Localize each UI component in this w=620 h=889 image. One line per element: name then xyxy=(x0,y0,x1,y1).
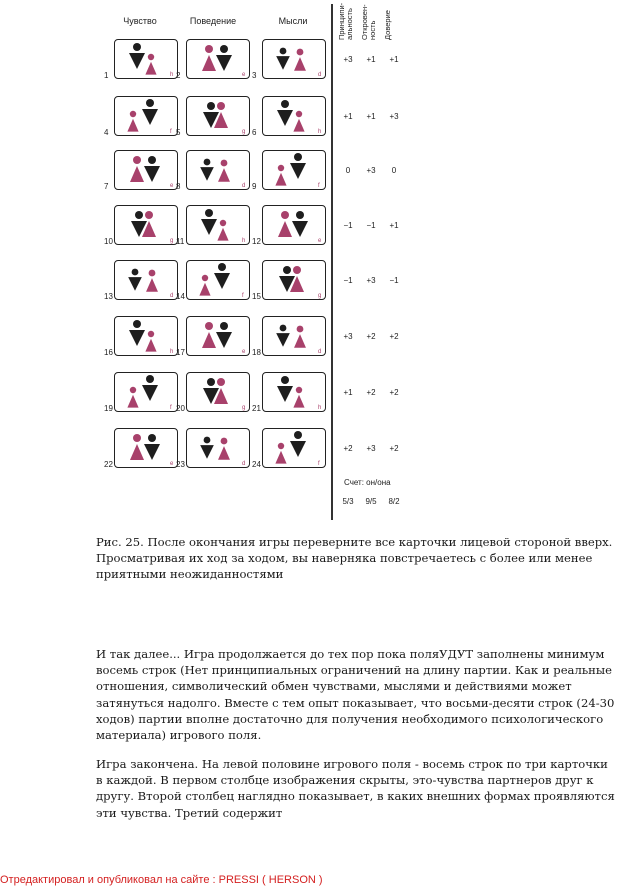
row-score: +2 xyxy=(366,332,376,341)
svg-text:f: f xyxy=(170,405,172,411)
svg-text:f: f xyxy=(318,461,320,467)
card-number: 5 xyxy=(176,128,181,137)
card-pictogram xyxy=(187,151,251,191)
svg-text:h: h xyxy=(318,405,322,411)
card-number: 20 xyxy=(176,404,185,413)
card-pictogram xyxy=(263,206,327,246)
card-pictogram xyxy=(115,429,179,469)
card-number: 1 xyxy=(104,71,109,80)
svg-text:h: h xyxy=(170,72,174,78)
card-pictogram xyxy=(263,40,327,80)
game-card xyxy=(114,316,178,356)
footer-credit: Отредактировал и опубликовал на сайте : PRESSI ( HERSON ) xyxy=(0,874,323,886)
svg-text:d: d xyxy=(242,461,246,467)
svg-text:h: h xyxy=(318,129,322,135)
game-card xyxy=(114,428,178,468)
card-number: 11 xyxy=(176,237,185,246)
row-score: +2 xyxy=(343,444,353,453)
card-number: 8 xyxy=(176,182,181,191)
row-score: −1 xyxy=(389,276,399,285)
card-number: 7 xyxy=(104,182,109,191)
card-number: 3 xyxy=(252,71,257,80)
summary-value: 5/3 xyxy=(342,497,354,506)
game-card xyxy=(262,96,326,136)
row-score: +2 xyxy=(389,444,399,453)
card-number: 23 xyxy=(176,460,185,469)
card-pictogram xyxy=(263,317,327,357)
row-score: +3 xyxy=(389,112,399,121)
svg-text:h: h xyxy=(170,349,174,355)
card-pictogram xyxy=(263,373,327,413)
svg-text:e: e xyxy=(242,72,246,78)
card-pictogram xyxy=(263,151,327,191)
row-score: +3 xyxy=(366,444,376,453)
summary-label: Счет: он/она xyxy=(344,478,391,487)
row-score: +1 xyxy=(343,388,353,397)
svg-text:g: g xyxy=(242,129,246,135)
game-card xyxy=(114,260,178,300)
card-number: 13 xyxy=(104,292,113,301)
card-pictogram xyxy=(187,373,251,413)
svg-text:d: d xyxy=(318,72,322,78)
card-pictogram xyxy=(187,206,251,246)
game-card xyxy=(186,150,250,190)
svg-text:f: f xyxy=(170,129,172,135)
game-card xyxy=(186,428,250,468)
card-number: 18 xyxy=(252,348,261,357)
row-score: +1 xyxy=(389,221,399,230)
card-pictogram xyxy=(115,40,179,80)
game-card xyxy=(114,150,181,191)
game-card xyxy=(262,372,326,412)
row-score: 0 xyxy=(391,166,397,175)
card-pictogram xyxy=(115,151,179,191)
row-score: +2 xyxy=(389,332,399,341)
game-card xyxy=(114,39,181,80)
score-header-openness: Откровен- ность xyxy=(360,4,377,40)
svg-text:e: e xyxy=(318,238,322,244)
card-pictogram xyxy=(115,317,179,357)
paragraph: И так далее... Игра продолжается до тех пор пока поляУДУТ заполнены минимум восемь строк (Нет принципиальных ограничений на длину партии. Как и реальные отношения, символический обмен чувствами, мыслями и действиями может затянуться надолго. Вместе с тем опыт показывает, что восьми-десяти строк (24-30 ходов) партии вполне достаточно для получения необходимого психологического материала) игрового поля. xyxy=(96,647,615,743)
column-header-thoughts: Мысли xyxy=(278,16,308,26)
card-pictogram xyxy=(187,40,251,80)
row-score: +1 xyxy=(366,112,376,121)
card-number: 10 xyxy=(104,237,113,246)
card-number: 6 xyxy=(252,128,257,137)
card-pictogram xyxy=(263,429,327,469)
card-pictogram xyxy=(115,261,179,301)
card-number: 15 xyxy=(252,292,261,301)
card-number: 14 xyxy=(176,292,185,301)
summary-value: 8/2 xyxy=(388,497,400,506)
card-pictogram xyxy=(187,97,251,137)
row-score: +3 xyxy=(366,166,376,175)
divider-line xyxy=(331,4,333,520)
row-score: +3 xyxy=(343,332,353,341)
card-pictogram xyxy=(263,261,327,301)
card-number: 17 xyxy=(176,348,185,357)
svg-text:e: e xyxy=(242,349,246,355)
svg-text:h: h xyxy=(242,238,246,244)
svg-text:d: d xyxy=(242,183,246,189)
score-header-principle: Принципи- альность xyxy=(337,2,354,40)
game-card xyxy=(262,260,326,300)
row-score: +2 xyxy=(389,388,399,397)
card-pictogram xyxy=(187,317,251,357)
game-card xyxy=(186,316,250,356)
card-number: 2 xyxy=(176,71,181,80)
game-card xyxy=(114,372,178,412)
card-number: 22 xyxy=(104,460,113,469)
card-number: 19 xyxy=(104,404,113,413)
svg-text:g: g xyxy=(242,405,246,411)
paragraph: Игра закончена. На левой половине игрового поля - восемь строк по три карточки в каждой. В первом столбце изображения скрыты, это-чувства партнеров друг к другу. Второй столбец наглядно показывает, в каких внешних формах проявляются эти чувства. Третий содержит xyxy=(96,757,615,820)
svg-text:g: g xyxy=(170,238,174,244)
game-card xyxy=(114,96,181,137)
game-card xyxy=(262,316,326,356)
card-number: 9 xyxy=(252,182,257,191)
svg-text:g: g xyxy=(318,293,322,299)
row-score: −1 xyxy=(366,221,376,230)
row-score: +2 xyxy=(366,388,376,397)
game-card xyxy=(262,428,326,468)
svg-text:e: e xyxy=(170,183,174,189)
svg-text:f: f xyxy=(242,293,244,299)
svg-text:d: d xyxy=(318,349,322,355)
card-number: 21 xyxy=(252,404,261,413)
svg-text:e: e xyxy=(170,461,174,467)
card-pictogram xyxy=(263,97,327,137)
row-score: +3 xyxy=(343,55,353,64)
game-card xyxy=(186,372,250,412)
row-score: −1 xyxy=(343,276,353,285)
card-pictogram xyxy=(115,206,179,246)
row-score: +1 xyxy=(366,55,376,64)
card-number: 16 xyxy=(104,348,113,357)
game-card xyxy=(186,96,250,136)
score-header-trust: Доверие xyxy=(383,10,392,40)
row-score: −1 xyxy=(343,221,353,230)
game-card xyxy=(186,260,250,300)
game-card xyxy=(186,205,250,245)
card-pictogram xyxy=(115,373,179,413)
game-card xyxy=(262,39,326,79)
row-score: 0 xyxy=(345,166,351,175)
row-score: +1 xyxy=(343,112,353,121)
row-score: +3 xyxy=(366,276,376,285)
game-card xyxy=(186,39,250,79)
svg-text:f: f xyxy=(318,183,320,189)
row-score: +1 xyxy=(389,55,399,64)
game-card xyxy=(114,205,178,245)
summary-value: 9/5 xyxy=(365,497,377,506)
column-header-behavior: Поведение xyxy=(189,16,237,26)
card-pictogram xyxy=(187,261,251,301)
game-card xyxy=(262,205,326,245)
game-card xyxy=(262,150,326,190)
card-pictogram xyxy=(187,429,251,469)
card-number: 4 xyxy=(104,128,109,137)
svg-text:d: d xyxy=(170,293,174,299)
figure-caption: Рис. 25. После окончания игры переверните все карточки лицевой стороной вверх. Просматривая их ход за ходом, вы наверняка повстречаетесь с более или менее приятными неожиданностями xyxy=(96,535,613,582)
card-pictogram xyxy=(115,97,179,137)
card-number: 24 xyxy=(252,460,261,469)
card-number: 12 xyxy=(252,237,261,246)
column-header-feeling: Чувство xyxy=(123,16,157,26)
